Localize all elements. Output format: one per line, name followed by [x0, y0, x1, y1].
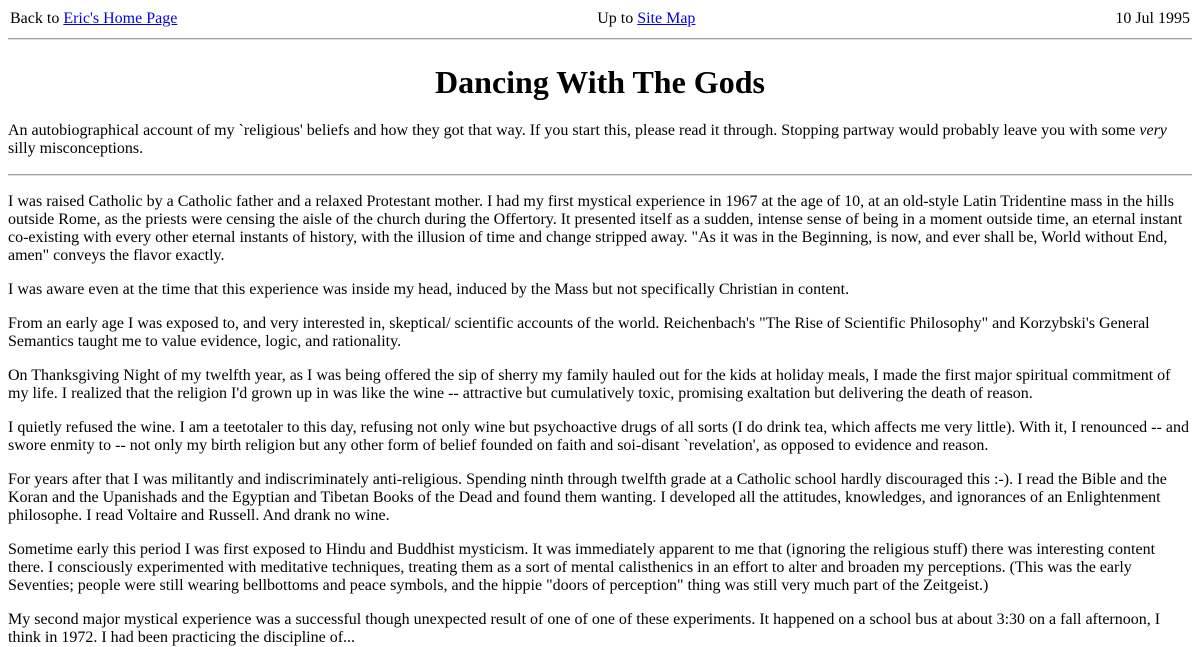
section-divider [8, 174, 1192, 176]
up-prefix: Up to [597, 10, 638, 27]
body-paragraph: I was raised Catholic by a Catholic father and a relaxed Protestant mother. I had my first mystical experience in 1967 at the age of 10, at an old-style Latin Tridentine mass in the hills outside Rome, as the priests were censing the aisle of the church during the Offertory. It presented itself as a sudden, intense sense of being in a moment outside time, an eternal instant co-existing with every other eternal instants of history, with the illusion of time and change stripped away. "As it was in the Beginning, is now, and ever shall be, World without End, amen" conveys the flavor exactly. [8, 193, 1183, 264]
body-paragraph: I quietly refused the wine. I am a teetotaler to this day, refusing not only wine but psychoactive drugs of all sorts (I do drink tea, which affects me very little). With it, I renounced -- and swore enmity to -- not only my birth religion but any other form of belief founded on faith and soi-disant `revelation', as opposed to evidence and reason. [8, 419, 1189, 454]
page-date: 10 Jul 1995 [1115, 10, 1190, 27]
back-prefix: Back to [10, 10, 64, 27]
intro-paragraph [8, 122, 1192, 158]
home-page-link[interactable]: Eric's Home Page [63, 10, 178, 27]
site-map-link[interactable]: Site Map [637, 10, 696, 27]
back-nav [10, 10, 177, 28]
body-paragraph: For years after that I was militantly and indiscriminately anti-religious. Spending ninth through twelfth grade at a Catholic school hardly discouraged this :-). I read the Bible and the Koran and the Upanishads and the Egyptian and Tibetan Books of the Dead and found them wanting. I developed all the attitudes, knowledges, and ignorances of an Enlightenment philosophe. I read Voltaire and Russell. And drank no wine. [8, 471, 1167, 524]
body-paragraph: I was aware even at the time that this experience was inside my head, induced by the Mass but not specifically Christian in content. [8, 281, 850, 298]
up-nav [597, 10, 695, 28]
intro-text-before: An autobiographical account of my `religious' beliefs and how they got that way. If you start this, please read it through. Stopping partway would probably leave you with some [8, 122, 1140, 139]
body-paragraph: From an early age I was exposed to, and very interested in, skeptical/ scientific accounts of the world. Reichenbach's "The Rise of Scientific Philosophy" and Korzybski's General Semantics taught me to value evidence, logic, and rationality. [8, 315, 1150, 350]
body-paragraph: On Thanksgiving Night of my twelfth year, as I was being offered the sip of sherry my family hauled out for the kids at holiday meals, I made the first major spiritual commitment of my life. I realized that the religion I'd grown up in was like the wine -- attractive but cumulatively toxic, promising exaltation but delivering the death of reason. [8, 367, 1171, 402]
intro-text-after: silly misconceptions. [8, 140, 144, 157]
intro-emphasis: very [1139, 122, 1167, 139]
article-body [8, 193, 1192, 647]
page-title: Dancing With The Gods [435, 64, 765, 100]
body-paragraph: Sometime early this period I was first exposed to Hindu and Buddhist mysticism. It was immediately apparent to me that (ignoring the religious stuff) there was interesting content there. I consciously experimented with meditative techniques, treating them as a sort of mental calisthenics in an effort to alter and broaden my perceptions. (This was the early Seventies; people were still wearing bellbottoms and peace symbols, and the hippie "doors of perception" thing was still very much part of the Zeitgeist.) [8, 541, 1156, 594]
body-paragraph: My second major mystical experience was a successful though unexpected result of one of one of these experiments. It happened on a school bus at about 3:30 on a fall afternoon, I think in 1972. I had been practicing the discipline of... [8, 611, 1161, 646]
top-navigation [8, 0, 1192, 28]
